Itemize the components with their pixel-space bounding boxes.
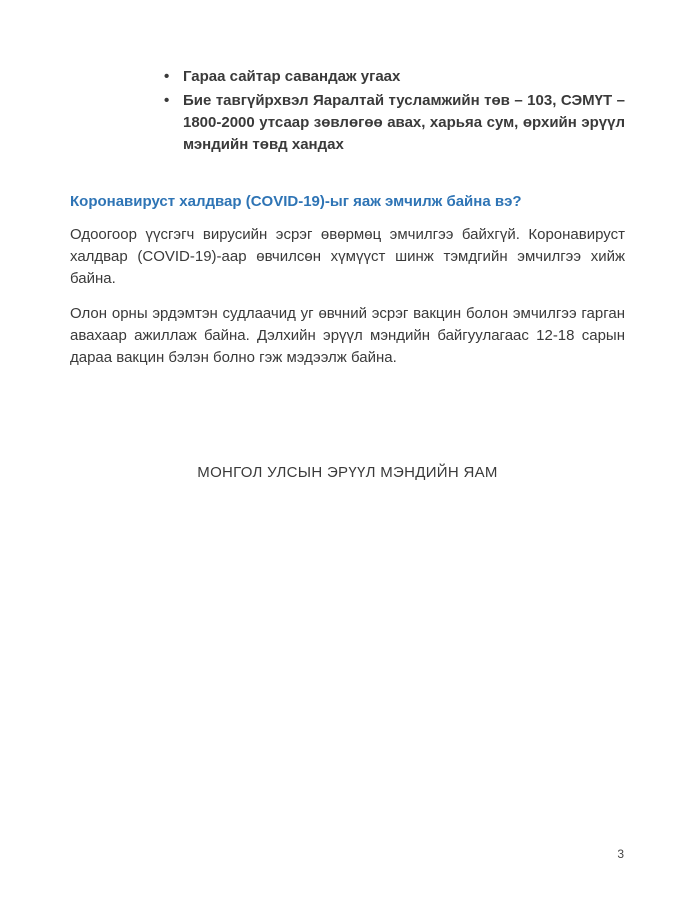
ministry-name-line: МОНГОЛ УЛСЫН ЭРҮҮЛ МЭНДИЙН ЯАМ <box>197 464 498 481</box>
bullet-list <box>160 66 625 156</box>
body-paragraph: Одоогоор үүсгэгч вирусийн эсрэг өвөрмөц эмчилгээ байхгүй. Коронавируст халдвар (COVID-19)-аар өвчилсөн хүмүүст шинж тэмдгийн эмчилгээ хийж байна. <box>70 226 625 287</box>
body-paragraph: Олон орны эрдэмтэн судлаачид уг өвчний эсрэг вакцин болон эмчилгээ гарган авахаар ажиллаж байна. Дэлхийн эрүүл мэндийн байгуулагаас 12-18 сарын дараа вакцин бэлэн болно гэж мэдээлж байна. <box>70 305 625 366</box>
bullet-item: • Бие тавгүйрхвэл Яаралтай тусламжийн төв – 103, СЭМҮТ – 1800-2000 утсаар зөвлөгөө авах, харьяа сум, өрхийн эрүүл мэндийн төвд хандах <box>160 90 625 156</box>
bullet-item: • Гараа сайтар савандаж угаах <box>160 66 625 88</box>
section-heading: Коронавируст халдвар (COVID-19)-ыг яаж эмчилж байна вэ? <box>70 193 522 210</box>
page-number: 3 <box>617 847 624 861</box>
